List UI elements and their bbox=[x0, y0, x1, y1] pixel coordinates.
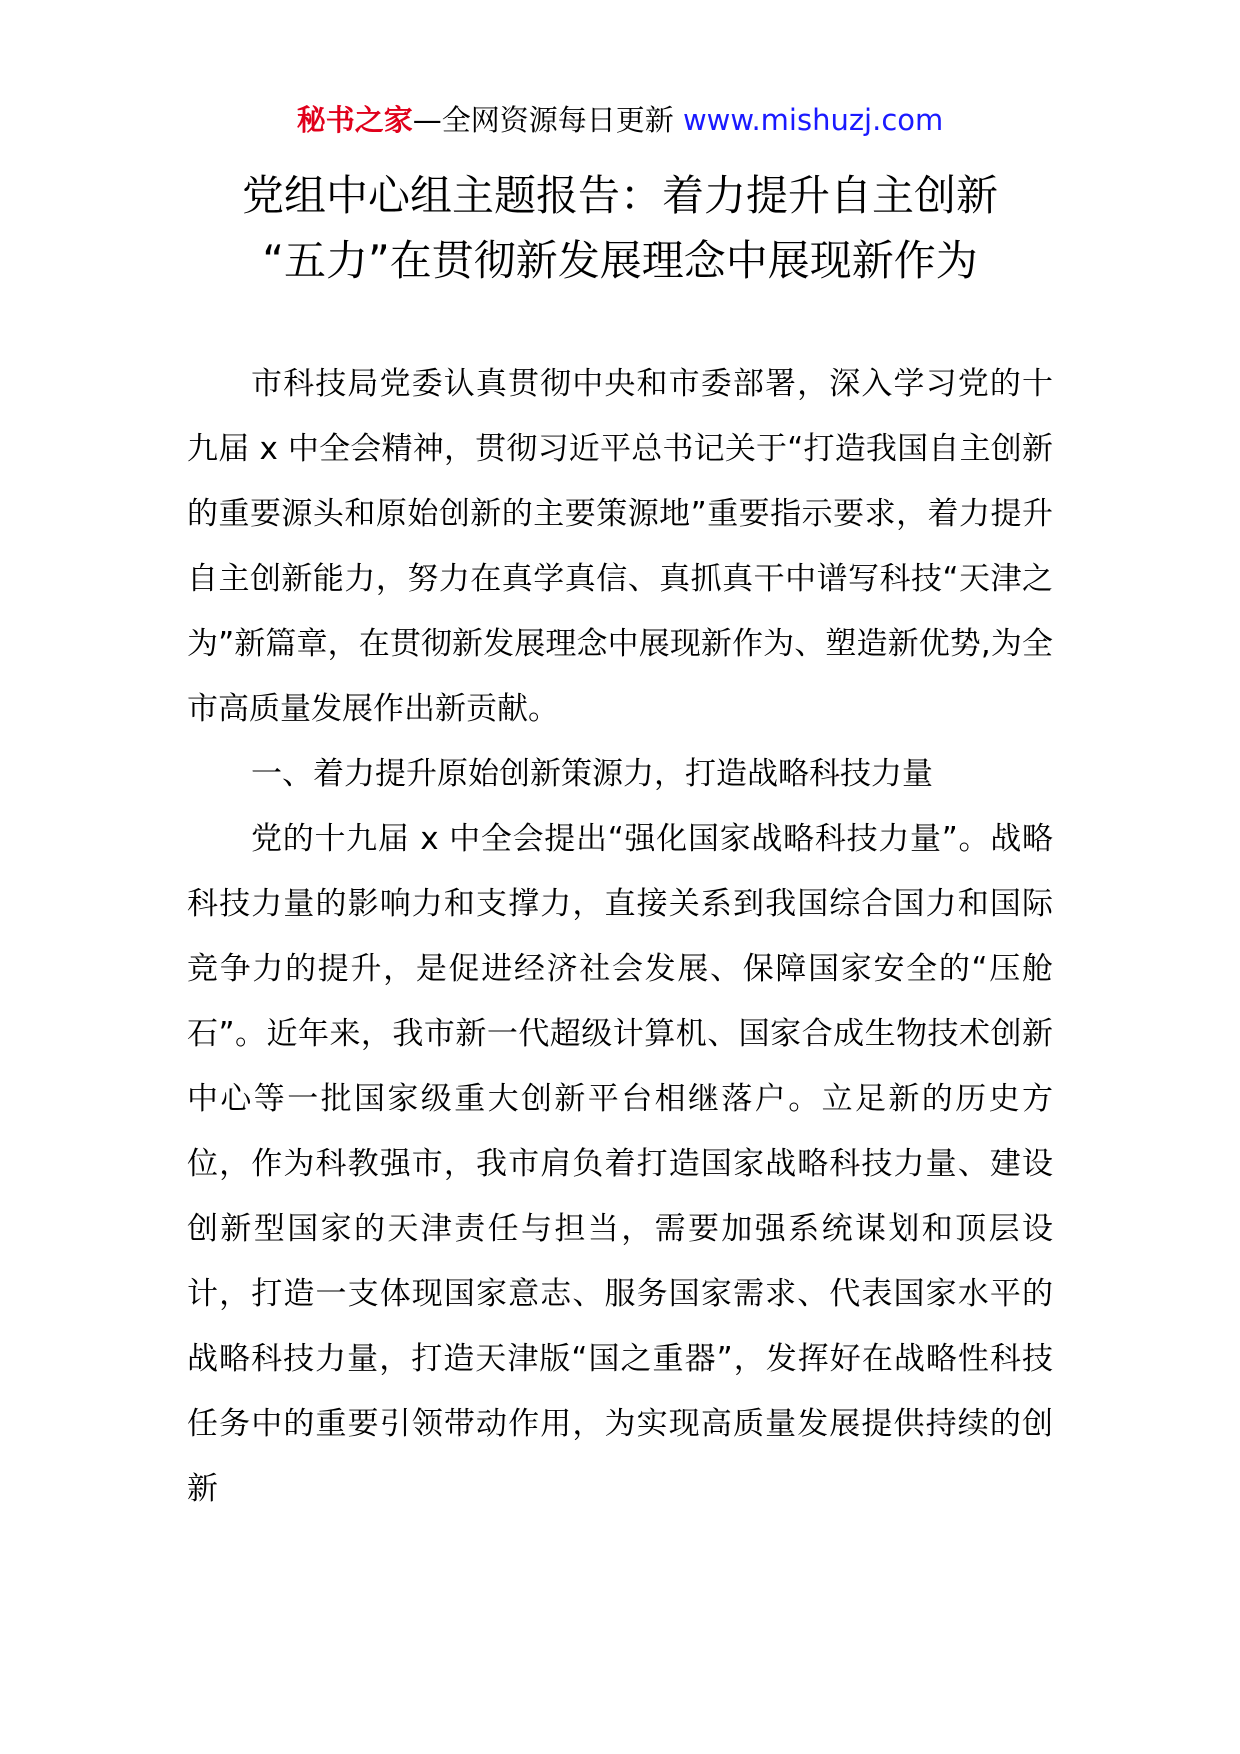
document-title bbox=[130, 163, 1110, 293]
title-line-2: “五力”在贯彻新发展理念中展现新作为 bbox=[262, 236, 978, 285]
document-body bbox=[187, 352, 1053, 1522]
site-brand: 秘书之家 bbox=[296, 103, 413, 137]
intro-paragraph: 市科技局党委认真贯彻中央和市委部署，深入学习党的十九届 x 中全会精神，贯彻习近平总书记关于“打造我国自主创新的重要源头和原始创新的主要策源地”重要指示要求，着力提升自主创新能力，努力在真学真信、真抓真干中谱写科技“天津之为”新篇章，在贯彻新发展理念中展现新作为、塑造新优势,为全市高质量发展作出新贡献。 bbox=[187, 366, 1053, 727]
section-heading-1: 一、着力提升原始创新策源力，打造战略科技力量 bbox=[251, 756, 933, 792]
title-line-1: 党组中心组主题报告：着力提升自主创新 bbox=[241, 171, 998, 220]
section-paragraph-1: 党的十九届 x 中全会提出“强化国家战略科技力量”。战略科技力量的影响力和支撑力，直接关系到我国综合国力和国际竞争力的提升，是促进经济社会发展、保障国家安全的“压舱石”。近年来，我市新一代超级计算机、国家合成生物技术创新中心等一批国家级重大创新平台相继落户。立足新的历史方位，作为科教强市，我市肩负着打造国家战略科技力量、建设创新型国家的天津责任与担当，需要加强系统谋划和顶层设计，打造一支体现国家意志、服务国家需求、代表国家水平的战略科技力量，打造天津版“国之重器”，发挥好在战略性科技任务中的重要引领带动作用，为实现高质量发展提供持续的创新 bbox=[187, 821, 1053, 1507]
site-tagline: —全网资源每日更新 bbox=[412, 103, 683, 137]
site-header bbox=[0, 100, 1240, 140]
site-url[interactable]: www.mishuzj.com bbox=[682, 103, 944, 137]
